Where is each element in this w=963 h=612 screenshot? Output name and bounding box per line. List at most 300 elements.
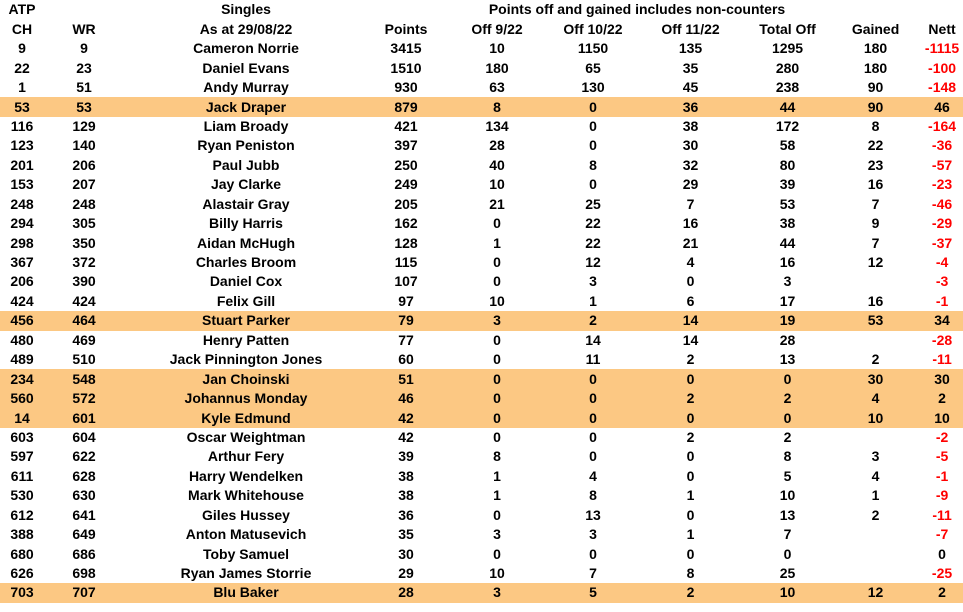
cell-points: 3415 xyxy=(390,40,422,57)
cell-player-name: Aidan McHugh xyxy=(197,234,295,251)
cell-wr: 207 xyxy=(72,176,96,193)
header-row-1 xyxy=(0,0,963,20)
cell-points: 38 xyxy=(398,467,414,484)
cell-off-10: 0 xyxy=(589,117,597,134)
cell-off-9: 0 xyxy=(493,506,501,523)
cell-off-11: 6 xyxy=(686,292,695,309)
table-row xyxy=(0,195,963,214)
cell-gained: 3 xyxy=(871,448,880,465)
cell-nett: 0 xyxy=(938,545,946,562)
cell-off-11: 45 xyxy=(682,79,699,96)
cell-nett: -23 xyxy=(931,176,953,193)
cell-points: 35 xyxy=(398,526,414,543)
cell-off-10: 3 xyxy=(589,526,597,543)
cell-total-off: 8 xyxy=(783,448,792,465)
cell-gained: 8 xyxy=(871,117,880,134)
cell-wr: 206 xyxy=(72,156,96,173)
cell-nett: -11 xyxy=(932,351,952,368)
cell-points: 205 xyxy=(394,195,418,212)
cell-player-name: Ryan James Storrie xyxy=(180,565,312,582)
cell-nett: -9 xyxy=(935,487,949,504)
cell-off-11: 0 xyxy=(686,467,695,484)
cell-nett: -46 xyxy=(931,195,953,212)
cell-wr: 649 xyxy=(72,526,96,543)
cell-gained xyxy=(830,272,921,291)
cell-wr: 9 xyxy=(80,40,88,57)
table-row xyxy=(0,428,963,447)
cell-off-10: 0 xyxy=(550,389,636,408)
cell-player-name: Henry Patten xyxy=(202,331,290,348)
cell-player-name: Jack Draper xyxy=(124,97,368,116)
cell-off-10: 0 xyxy=(550,369,636,388)
cell-nett: -28 xyxy=(931,331,953,348)
cell-off-11: 2 xyxy=(636,389,745,408)
table-row xyxy=(0,117,963,136)
cell-total-off: 1295 xyxy=(771,40,804,57)
header-wr: WR xyxy=(72,20,96,37)
cell-wr: 51 xyxy=(76,79,92,96)
cell-off-11: 30 xyxy=(682,137,699,154)
cell-total-off: 10 xyxy=(779,487,796,504)
cell-points: 250 xyxy=(394,156,418,173)
table-row xyxy=(0,389,963,408)
cell-off-9: 63 xyxy=(489,79,505,96)
header-nett: Nett xyxy=(928,20,956,37)
cell-gained: 7 xyxy=(871,195,880,212)
cell-points: 1510 xyxy=(390,59,422,76)
cell-points: 879 xyxy=(368,97,444,116)
cell-gained: 12 xyxy=(867,254,884,271)
cell-off-10: 11 xyxy=(585,351,601,368)
cell-gained xyxy=(830,525,921,544)
cell-nett: -4 xyxy=(935,254,949,271)
cell-wr: 424 xyxy=(72,292,96,309)
cell-off-11: 135 xyxy=(678,40,703,57)
cell-gained: 9 xyxy=(871,215,880,232)
cell-wr: 698 xyxy=(72,565,96,582)
cell-player-name: Felix Gill xyxy=(216,292,276,309)
cell-player-name: Arthur Fery xyxy=(207,448,285,465)
cell-off-11: 0 xyxy=(686,448,695,465)
cell-ch: 153 xyxy=(10,176,34,193)
cell-off-9: 21 xyxy=(489,195,505,212)
cell-ch: 206 xyxy=(10,273,34,290)
cell-points: 29 xyxy=(398,565,414,582)
cell-off-11: 2 xyxy=(686,351,695,368)
cell-ch: 603 xyxy=(10,428,34,445)
cell-off-10: 12 xyxy=(585,254,601,271)
cell-nett: -2 xyxy=(935,428,949,445)
cell-off-11: 2 xyxy=(636,583,745,602)
cell-total-off: 0 xyxy=(783,545,792,562)
cell-ch: 22 xyxy=(14,59,30,76)
cell-nett: -1115 xyxy=(924,40,960,57)
cell-ch: 456 xyxy=(0,311,44,330)
cell-total-off: 172 xyxy=(775,117,800,134)
cell-points: 397 xyxy=(394,137,418,154)
cell-off-10: 22 xyxy=(585,215,601,232)
header-row-2 xyxy=(0,20,963,40)
cell-player-name: Andy Murray xyxy=(203,79,289,96)
cell-off-11: 32 xyxy=(682,156,699,173)
cell-gained: 53 xyxy=(830,311,921,330)
cell-off-11: 4 xyxy=(686,254,695,271)
cell-off-10: 130 xyxy=(581,79,605,96)
cell-nett: -1 xyxy=(935,292,949,309)
cell-gained: 4 xyxy=(830,389,921,408)
cell-points: 39 xyxy=(398,448,414,465)
header-group-title: Points off and gained includes non-counters xyxy=(488,1,786,18)
cell-off-10: 0 xyxy=(589,428,597,445)
cell-wr: 641 xyxy=(72,506,96,523)
cell-off-10: 0 xyxy=(550,408,636,427)
cell-total-off: 3 xyxy=(783,273,792,290)
cell-points: 249 xyxy=(394,176,418,193)
cell-wr: 630 xyxy=(72,487,96,504)
cell-ch: 612 xyxy=(10,506,34,523)
cell-off-9: 1 xyxy=(493,467,501,484)
cell-off-9: 0 xyxy=(493,428,501,445)
cell-player-name: Blu Baker xyxy=(124,583,368,602)
cell-wr: 622 xyxy=(72,448,96,465)
cell-points: 42 xyxy=(368,408,444,427)
table-row xyxy=(0,175,963,194)
cell-ch: 597 xyxy=(10,448,34,465)
cell-off-10: 22 xyxy=(585,234,601,251)
cell-off-11: 0 xyxy=(636,408,745,427)
cell-ch: 294 xyxy=(10,215,34,232)
cell-wr: 372 xyxy=(72,254,96,271)
table-row xyxy=(0,233,963,252)
cell-off-11: 35 xyxy=(682,59,699,76)
cell-off-11: 29 xyxy=(682,176,699,193)
cell-off-11: 1 xyxy=(686,526,695,543)
cell-wr: 601 xyxy=(44,408,124,427)
cell-points: 42 xyxy=(398,428,414,445)
cell-off-9: 1 xyxy=(493,487,501,504)
table-row xyxy=(0,97,963,116)
cell-player-name: Toby Samuel xyxy=(202,545,290,562)
cell-gained: 180 xyxy=(863,59,888,76)
cell-wr: 390 xyxy=(72,273,96,290)
table-row xyxy=(0,331,963,350)
table-row xyxy=(0,253,963,272)
cell-player-name: Jack Pinnington Jones xyxy=(169,351,323,368)
cell-gained: 90 xyxy=(867,79,884,96)
cell-wr: 23 xyxy=(76,59,92,76)
cell-nett: -36 xyxy=(931,137,953,154)
table-row xyxy=(0,506,963,525)
cell-total-off: 28 xyxy=(779,331,796,348)
table-row xyxy=(0,525,963,544)
cell-player-name: Billy Harris xyxy=(209,215,283,232)
cell-player-name: Daniel Evans xyxy=(202,59,290,76)
cell-total-off: 7 xyxy=(783,526,792,543)
cell-off-11: 14 xyxy=(636,311,745,330)
cell-points: 162 xyxy=(394,215,418,232)
cell-wr: 140 xyxy=(72,137,96,154)
cell-total-off: 25 xyxy=(779,565,796,582)
cell-wr: 572 xyxy=(44,389,124,408)
table-row xyxy=(0,156,963,175)
cell-nett: 2 xyxy=(921,583,963,602)
cell-gained: 7 xyxy=(871,234,880,251)
table-row xyxy=(0,292,963,311)
cell-nett: -5 xyxy=(935,448,949,465)
cell-player-name: Alastair Gray xyxy=(202,195,290,212)
cell-gained: 12 xyxy=(830,583,921,602)
cell-gained: 30 xyxy=(830,369,921,388)
cell-gained xyxy=(830,564,921,583)
cell-total-off: 17 xyxy=(779,292,796,309)
cell-off-10: 8 xyxy=(589,487,597,504)
cell-ch: 201 xyxy=(10,156,34,173)
cell-ch: 489 xyxy=(10,351,34,368)
cell-wr: 686 xyxy=(72,545,96,562)
cell-ch: 480 xyxy=(10,331,34,348)
cell-gained: 10 xyxy=(830,408,921,427)
cell-gained xyxy=(830,428,921,447)
cell-total-off: 10 xyxy=(745,583,830,602)
cell-off-9: 0 xyxy=(493,351,501,368)
cell-off-10: 0 xyxy=(589,545,597,562)
cell-gained: 90 xyxy=(830,97,921,116)
cell-wr: 707 xyxy=(44,583,124,602)
cell-off-11: 16 xyxy=(682,215,699,232)
cell-wr: 604 xyxy=(72,428,96,445)
cell-wr: 305 xyxy=(72,215,96,232)
cell-ch: 123 xyxy=(10,137,34,154)
cell-off-9: 10 xyxy=(489,565,505,582)
cell-total-off: 5 xyxy=(783,467,792,484)
table-row xyxy=(0,78,963,97)
table-row xyxy=(0,369,963,388)
cell-off-10: 8 xyxy=(589,156,597,173)
cell-player-name: Jan Choinski xyxy=(124,369,368,388)
cell-wr: 350 xyxy=(72,234,96,251)
table-row xyxy=(0,583,963,602)
cell-off-11: 8 xyxy=(686,565,695,582)
cell-wr: 464 xyxy=(44,311,124,330)
cell-player-name: Anton Matusevich xyxy=(185,526,307,543)
header-points: Points xyxy=(384,20,428,37)
cell-ch: 680 xyxy=(10,545,34,562)
header-as-at: As at 29/08/22 xyxy=(199,20,293,37)
cell-player-name: Ryan Peniston xyxy=(197,137,295,154)
cell-nett: -7 xyxy=(935,526,949,543)
cell-off-9: 3 xyxy=(493,526,501,543)
cell-total-off: 238 xyxy=(775,79,800,96)
table-row xyxy=(0,311,963,330)
cell-off-9: 8 xyxy=(493,448,501,465)
cell-total-off: 0 xyxy=(745,369,830,388)
cell-points: 51 xyxy=(368,369,444,388)
cell-player-name: Liam Broady xyxy=(203,117,289,134)
cell-off-9: 0 xyxy=(444,389,550,408)
cell-total-off: 80 xyxy=(779,156,796,173)
cell-nett: -1 xyxy=(935,467,949,484)
cell-nett: -57 xyxy=(931,156,953,173)
cell-player-name: Oscar Weightman xyxy=(186,428,306,445)
cell-off-9: 0 xyxy=(444,408,550,427)
cell-off-9: 180 xyxy=(485,59,509,76)
cell-off-10: 1150 xyxy=(577,40,609,57)
cell-points: 97 xyxy=(398,292,414,309)
cell-wr: 53 xyxy=(44,97,124,116)
header-off-11: Off 11/22 xyxy=(661,20,720,37)
cell-off-10: 0 xyxy=(550,97,636,116)
cell-player-name: Cameron Norrie xyxy=(193,40,299,57)
cell-off-11: 38 xyxy=(682,117,699,134)
table-row xyxy=(0,39,963,58)
cell-ch: 234 xyxy=(0,369,44,388)
cell-total-off: 16 xyxy=(779,254,796,271)
cell-off-9: 0 xyxy=(493,545,501,562)
cell-off-10: 65 xyxy=(585,59,601,76)
cell-points: 930 xyxy=(394,79,418,96)
cell-off-10: 14 xyxy=(585,331,601,348)
cell-wr: 469 xyxy=(72,331,96,348)
cell-nett: 10 xyxy=(921,408,963,427)
cell-off-11: 0 xyxy=(636,369,745,388)
cell-total-off: 53 xyxy=(779,195,796,212)
cell-off-10: 13 xyxy=(585,506,601,523)
cell-points: 107 xyxy=(394,273,418,290)
table-row xyxy=(0,486,963,505)
table-row xyxy=(0,467,963,486)
table-row xyxy=(0,350,963,369)
cell-off-10: 25 xyxy=(585,195,601,212)
cell-points: 46 xyxy=(368,389,444,408)
cell-wr: 510 xyxy=(72,351,96,368)
cell-player-name: Paul Jubb xyxy=(212,156,280,173)
cell-off-9: 10 xyxy=(489,40,505,57)
cell-off-9: 1 xyxy=(493,234,501,251)
cell-player-name: Kyle Edmund xyxy=(124,408,368,427)
cell-off-10: 0 xyxy=(589,448,597,465)
cell-off-9: 3 xyxy=(444,311,550,330)
cell-ch: 560 xyxy=(0,389,44,408)
cell-gained xyxy=(830,331,921,350)
cell-ch: 116 xyxy=(10,117,34,134)
cell-off-9: 0 xyxy=(493,254,501,271)
cell-off-10: 3 xyxy=(589,273,597,290)
cell-ch: 424 xyxy=(10,292,34,309)
cell-total-off: 58 xyxy=(779,137,796,154)
cell-off-9: 28 xyxy=(489,137,505,154)
cell-off-9: 0 xyxy=(493,215,501,232)
cell-wr: 628 xyxy=(72,467,96,484)
cell-points: 421 xyxy=(394,117,418,134)
cell-ch: 626 xyxy=(10,565,34,582)
cell-off-10: 2 xyxy=(550,311,636,330)
cell-player-name: Stuart Parker xyxy=(124,311,368,330)
cell-nett: -100 xyxy=(928,59,957,76)
cell-gained: 4 xyxy=(871,467,880,484)
cell-gained: 1 xyxy=(871,487,880,504)
cell-player-name: Mark Whitehouse xyxy=(188,487,304,504)
header-total-off: Total Off xyxy=(759,20,816,37)
cell-points: 60 xyxy=(398,351,414,368)
cell-ch: 530 xyxy=(10,487,34,504)
cell-gained: 2 xyxy=(871,506,880,523)
cell-off-9: 10 xyxy=(489,292,505,309)
cell-nett: 46 xyxy=(921,97,963,116)
cell-wr: 129 xyxy=(72,117,96,134)
cell-ch: 1 xyxy=(18,79,26,96)
cell-off-11: 0 xyxy=(686,506,695,523)
cell-ch: 248 xyxy=(10,195,34,212)
cell-off-9: 10 xyxy=(489,176,505,193)
cell-off-10: 7 xyxy=(589,565,597,582)
cell-nett: -25 xyxy=(931,565,953,582)
table-row xyxy=(0,214,963,233)
header-off-9: Off 9/22 xyxy=(471,20,523,37)
cell-ch: 367 xyxy=(10,254,34,271)
cell-points: 79 xyxy=(368,311,444,330)
cell-off-9: 40 xyxy=(489,156,505,173)
cell-off-11: 0 xyxy=(686,273,695,290)
table-row xyxy=(0,58,963,77)
table-row xyxy=(0,136,963,155)
cell-off-10: 0 xyxy=(589,176,597,193)
cell-off-9: 0 xyxy=(493,273,501,290)
cell-nett: -37 xyxy=(931,234,953,251)
cell-off-9: 0 xyxy=(444,369,550,388)
cell-gained xyxy=(830,544,921,563)
cell-off-11: 14 xyxy=(682,331,699,348)
table-row xyxy=(0,272,963,291)
cell-nett: -164 xyxy=(928,117,957,134)
header-singles: Singles xyxy=(221,1,271,18)
cell-points: 77 xyxy=(398,331,414,348)
cell-nett: -3 xyxy=(935,273,949,290)
table-row xyxy=(0,544,963,563)
cell-off-9: 0 xyxy=(493,331,501,348)
table-row xyxy=(0,447,963,466)
cell-ch: 703 xyxy=(0,583,44,602)
table-row xyxy=(0,564,963,583)
cell-player-name: Harry Wendelken xyxy=(188,467,304,484)
cell-total-off: 2 xyxy=(745,389,830,408)
cell-off-11: 36 xyxy=(636,97,745,116)
cell-gained: 2 xyxy=(871,351,880,368)
cell-player-name: Daniel Cox xyxy=(209,273,283,290)
cell-wr: 548 xyxy=(44,369,124,388)
cell-nett: 2 xyxy=(921,389,963,408)
cell-gained: 180 xyxy=(863,40,888,57)
cell-nett: -11 xyxy=(932,506,952,523)
cell-off-11: 7 xyxy=(686,195,695,212)
header-off-10: Off 10/22 xyxy=(563,20,623,37)
table-row xyxy=(0,408,963,427)
cell-player-name: Charles Broom xyxy=(195,254,297,271)
cell-points: 38 xyxy=(398,487,414,504)
header-ch: CH xyxy=(11,20,33,37)
cell-off-9: 8 xyxy=(444,97,550,116)
cell-off-10: 1 xyxy=(589,292,597,309)
cell-total-off: 2 xyxy=(783,428,792,445)
cell-ch: 9 xyxy=(18,40,26,57)
header-gained: Gained xyxy=(851,20,900,37)
cell-player-name: Jay Clarke xyxy=(210,176,282,193)
cell-off-10: 4 xyxy=(589,467,597,484)
cell-total-off: 38 xyxy=(779,215,796,232)
cell-off-11: 0 xyxy=(686,545,695,562)
cell-total-off: 19 xyxy=(745,311,830,330)
cell-off-9: 134 xyxy=(485,117,509,134)
cell-nett: -29 xyxy=(931,215,953,232)
